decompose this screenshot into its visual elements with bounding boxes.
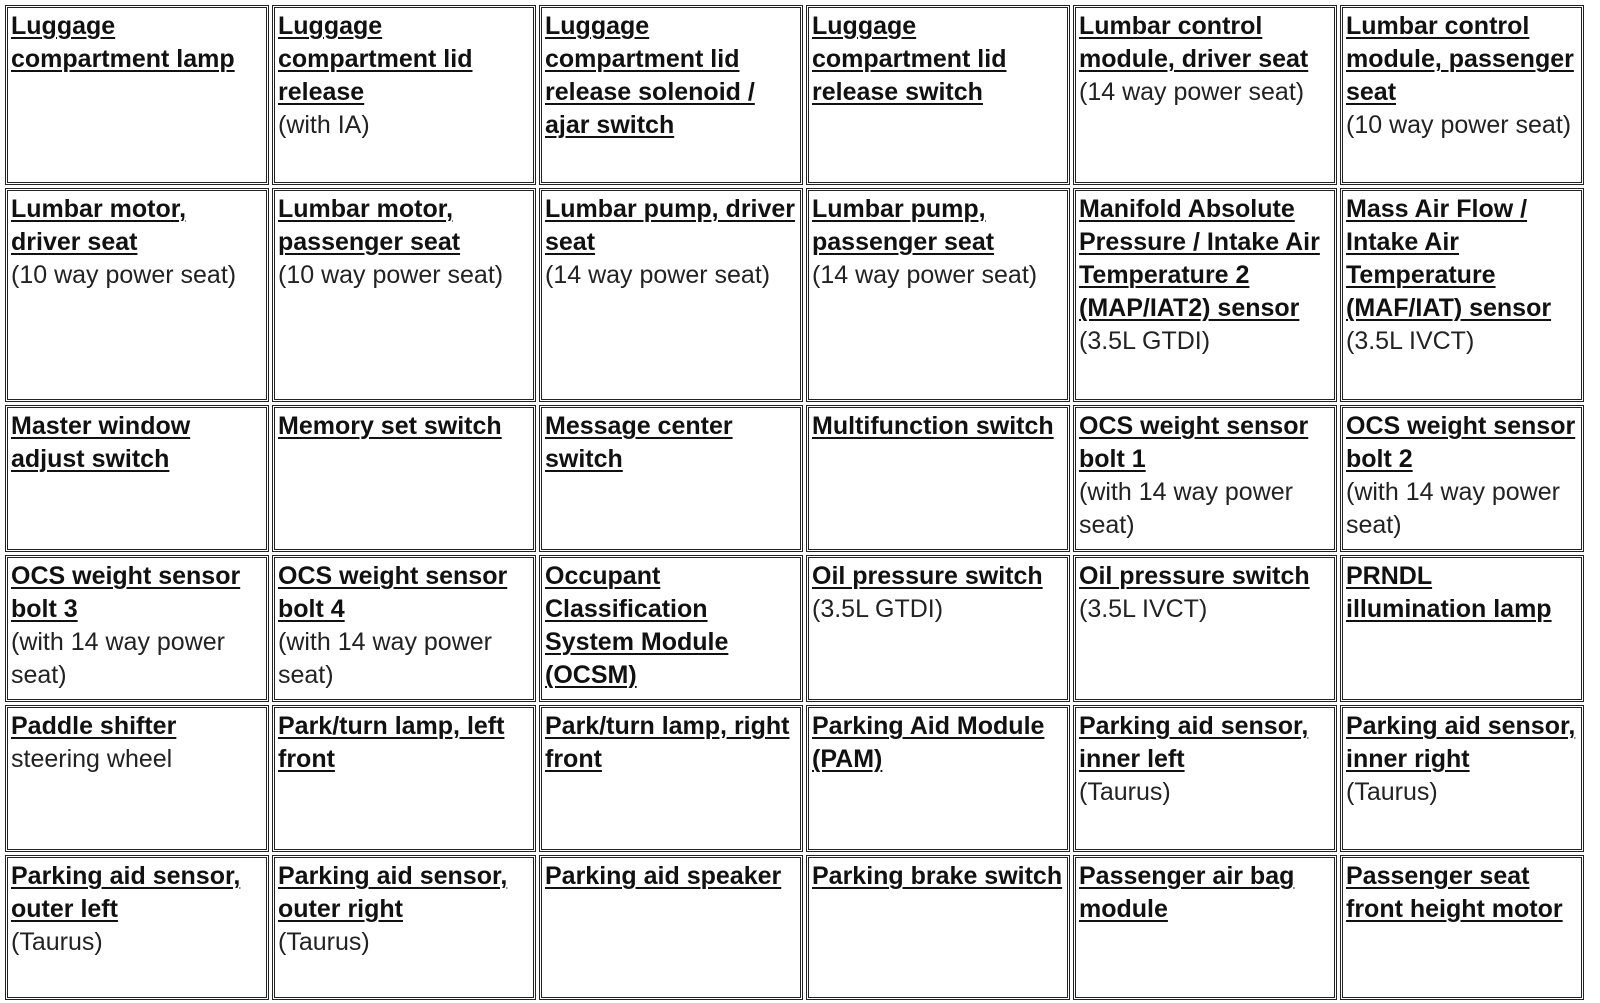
table-row [5,555,1584,702]
table-cell [539,405,803,552]
table-cell [1073,5,1337,185]
component-note: (Taurus) [11,928,103,956]
component-note: (14 way power seat) [812,261,1038,289]
table-cell [806,5,1070,185]
table-row [5,405,1584,552]
component-link[interactable]: Multifunction switch [812,412,1054,440]
component-note: (3.5L IVCT) [1079,595,1208,623]
table-cell [1073,188,1337,402]
table-cell [1340,555,1584,702]
table-cell [272,5,536,185]
table-cell [539,855,803,1000]
component-note: (with IA) [278,111,370,139]
component-link[interactable]: Memory set switch [278,412,502,440]
component-link[interactable]: Lumbar pump, driver seat [545,195,796,256]
table-cell [806,405,1070,552]
table-cell [5,5,269,185]
component-note: (Taurus) [1079,778,1171,806]
component-note: (Taurus) [1346,778,1438,806]
table-cell [1340,855,1584,1000]
component-link[interactable]: Luggage compartment lid release solenoid / ajar switch [545,12,755,139]
component-link[interactable]: Message center switch [545,412,733,473]
component-note: (Taurus) [278,928,370,956]
component-link[interactable]: Occupant Classification System Module (OCSM) [545,562,729,689]
component-link[interactable]: Lumbar motor, passenger seat [278,195,461,256]
table-cell [272,188,536,402]
table-cell [5,855,269,1000]
table-cell [806,555,1070,702]
table-row [5,5,1584,185]
component-link[interactable]: OCS weight sensor bolt 2 [1346,412,1576,473]
component-link[interactable]: Park/turn lamp, right front [545,712,790,773]
component-link[interactable]: OCS weight sensor bolt 4 [278,562,508,623]
table-row [5,855,1584,1000]
component-link[interactable]: Parking aid sensor, outer right [278,862,508,923]
component-note: (with 14 way power seat) [11,628,225,689]
component-index-table [2,2,1587,1003]
component-note: (14 way power seat) [1079,78,1305,106]
table-cell [1073,705,1337,852]
component-link[interactable]: Oil pressure switch [812,562,1043,590]
table-cell [5,188,269,402]
table-row [5,188,1584,402]
table-cell [1340,405,1584,552]
component-link[interactable]: Passenger air bag module [1079,862,1295,923]
table-cell [5,405,269,552]
table-cell [272,705,536,852]
component-note: (10 way power seat) [11,261,237,289]
table-cell [5,705,269,852]
component-note: (3.5L GTDI) [812,595,944,623]
table-cell [5,555,269,702]
table-cell [806,705,1070,852]
table-cell [1073,555,1337,702]
component-note: (with 14 way power seat) [1346,478,1560,539]
component-note: (with 14 way power seat) [1079,478,1293,539]
component-link[interactable]: Parking aid sensor, inner left [1079,712,1309,773]
component-link[interactable]: Parking Aid Module (PAM) [812,712,1045,773]
table-cell [1340,705,1584,852]
component-link[interactable]: Parking aid speaker [545,862,782,890]
component-link[interactable]: Paddle shifter [11,712,177,740]
table-cell [539,188,803,402]
component-link[interactable]: Luggage compartment lamp [11,12,235,73]
component-link[interactable]: Luggage compartment lid release switch [812,12,1007,106]
component-note: (3.5L GTDI) [1079,327,1211,355]
component-link[interactable]: OCS weight sensor bolt 3 [11,562,241,623]
table-cell [1073,405,1337,552]
table-cell [1340,5,1584,185]
table-cell [539,705,803,852]
table-cell [806,188,1070,402]
component-link[interactable]: Lumbar motor, driver seat [11,195,187,256]
component-link[interactable]: Lumbar pump, passenger seat [812,195,995,256]
component-link[interactable]: Lumbar control module, passenger seat [1346,12,1574,106]
table-cell [539,5,803,185]
table-cell [539,555,803,702]
table-cell [272,555,536,702]
component-link[interactable]: Parking brake switch [812,862,1063,890]
component-link[interactable]: PRNDL illumination lamp [1346,562,1552,623]
component-link[interactable]: Parking aid sensor, inner right [1346,712,1576,773]
component-link[interactable]: Lumbar control module, driver seat [1079,12,1309,73]
component-note: (10 way power seat) [1346,111,1572,139]
table-cell [272,855,536,1000]
component-link[interactable]: Manifold Absolute Pressure / Intake Air Temperature 2 (MAP/IAT2) sensor [1079,195,1320,322]
component-link[interactable]: Parking aid sensor, outer left [11,862,241,923]
component-link[interactable]: OCS weight sensor bolt 1 [1079,412,1309,473]
component-note: steering wheel [11,745,173,773]
table-cell [272,405,536,552]
component-link[interactable]: Park/turn lamp, left front [278,712,505,773]
component-note: (with 14 way power seat) [278,628,492,689]
component-link[interactable]: Mass Air Flow / Intake Air Temperature (MAF/IAT) sensor [1346,195,1552,322]
component-note: (3.5L IVCT) [1346,327,1475,355]
component-link[interactable]: Luggage compartment lid release [278,12,473,106]
component-link[interactable]: Passenger seat front height motor [1346,862,1563,923]
component-link[interactable]: Master window adjust switch [11,412,191,473]
table-cell [806,855,1070,1000]
component-note: (10 way power seat) [278,261,504,289]
component-note: (14 way power seat) [545,261,771,289]
table-cell [1073,855,1337,1000]
table-cell [1340,188,1584,402]
table-row [5,705,1584,852]
component-link[interactable]: Oil pressure switch [1079,562,1310,590]
